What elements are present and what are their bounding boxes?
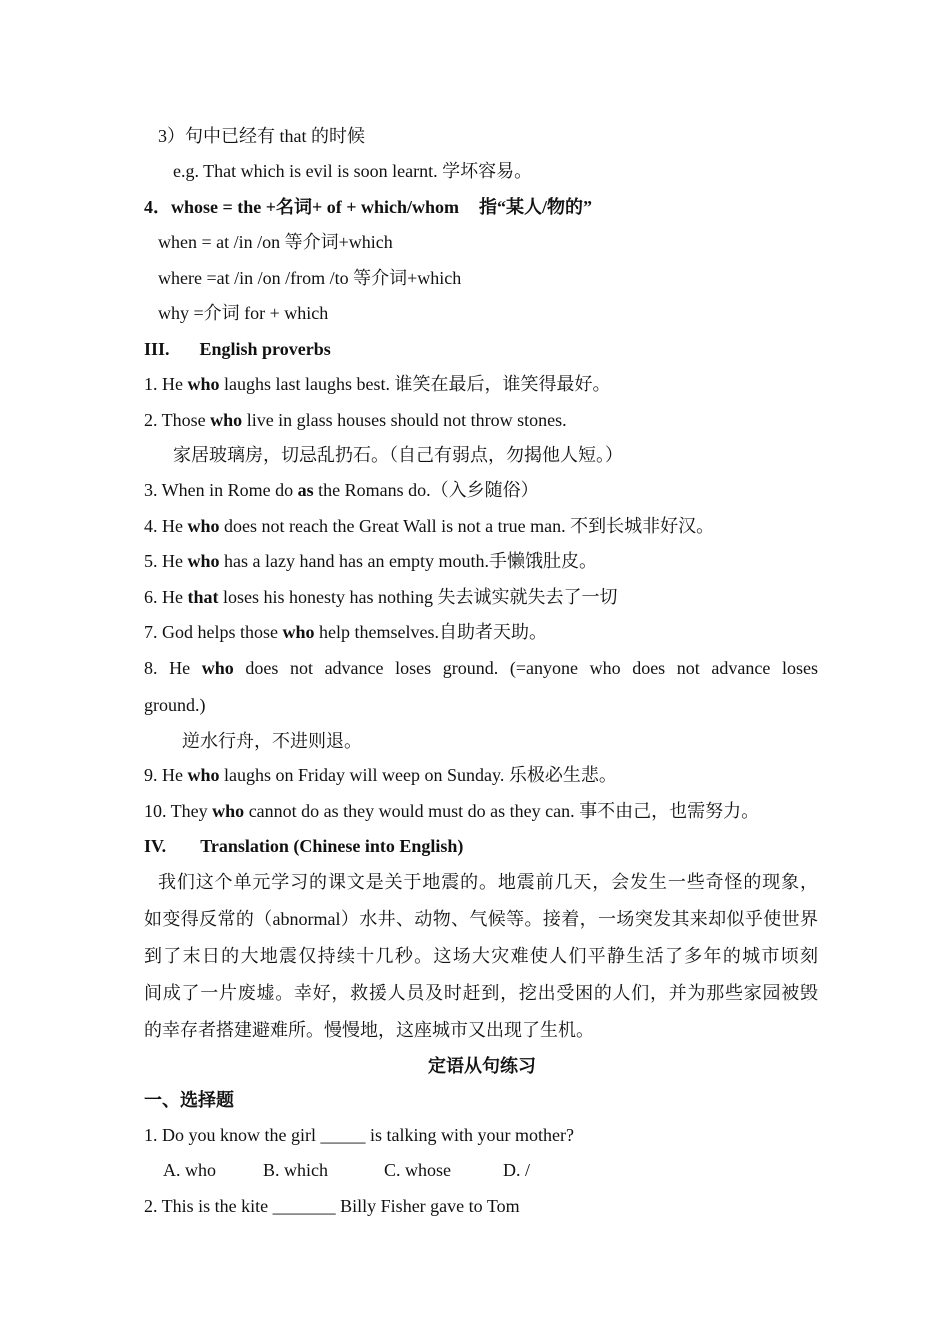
proverb-text: 9. He <box>144 765 188 785</box>
proverb-keyword: who <box>187 374 220 394</box>
question-1-option-d: D. / <box>503 1160 530 1180</box>
proverb-text: loses his honesty has nothing 失去诚实就失去了一切 <box>218 587 618 607</box>
proverb-8-translation: 逆水行舟，不进则退。 <box>182 731 362 751</box>
proverb-text: laughs last laughs best. 谁笑在最后，谁笑得最好。 <box>219 374 611 394</box>
proverb-text: 2. Those <box>144 410 211 430</box>
proverb-text: 4. He <box>144 516 188 536</box>
translation-line-1: 我们这个单元学习的课文是关于地震的。地震前几天，会发生一些奇怪的现象， <box>158 872 818 892</box>
proverb-3 <box>144 478 539 502</box>
item-4-meaning: 指“某人/物的” <box>479 197 593 217</box>
exercise-section-heading: 一、选择题 <box>144 1090 234 1110</box>
note-3-example: e.g. That which is evil is soon learnt. 学坏容易。 <box>173 161 533 181</box>
translation-line-3: 到了末日的大地震仅持续十几秒。这场大灾难使人们平静生活了多年的城市顷刻 <box>144 946 818 966</box>
proverb-text: 10. They <box>144 801 213 821</box>
proverb-2 <box>144 408 567 432</box>
proverb-text: 1. He <box>144 374 188 394</box>
proverb-text: live in glass houses should not throw stones. <box>242 410 567 430</box>
proverb-10 <box>144 799 759 823</box>
proverb-4 <box>144 514 714 538</box>
question-1-option-a: A. who <box>163 1160 216 1180</box>
proverb-1 <box>144 372 611 396</box>
translation-line-2: 如变得反常的（abnormal）水井、动物、气候等。接着，一场突发其来却似乎使世界 <box>144 909 818 929</box>
item-4-formula: whose = the +名词+ of + which/whom <box>171 197 460 217</box>
proverb-text: does not advance loses ground. (=anyone who does not advance loses <box>233 658 818 678</box>
question-2: 2. This is the kite _______ Billy Fisher gave to Tom <box>144 1196 520 1216</box>
translation-line-4: 间成了一片废墟。幸好，救援人员及时赶到，挖出受困的人们，并为那些家园被毁 <box>144 983 818 1003</box>
exercise-title: 定语从句练习 <box>428 1056 536 1076</box>
proverb-keyword: who <box>201 658 234 678</box>
question-1: 1. Do you know the girl _____ is talking with your mother? <box>144 1125 574 1145</box>
item-4-why: why =介词 for + which <box>158 303 329 323</box>
section-iii-number: III. <box>144 339 170 359</box>
proverb-keyword: who <box>187 551 220 571</box>
proverb-text: does not reach the Great Wall is not a true man. 不到长城非好汉。 <box>219 516 715 536</box>
section-iii-title: English proverbs <box>199 339 331 359</box>
proverb-8 <box>144 656 818 680</box>
section-iv-heading <box>144 834 463 858</box>
proverb-5 <box>144 549 597 573</box>
proverb-keyword: as <box>297 480 314 500</box>
proverb-keyword: who <box>210 410 243 430</box>
proverb-2-translation: 家居玻璃房，切忌乱扔石。（自己有弱点，勿揭他人短。） <box>173 445 623 465</box>
proverb-keyword: that <box>187 587 219 607</box>
proverb-keyword: who <box>212 801 245 821</box>
proverb-text: 8. He <box>144 658 202 678</box>
proverb-keyword: who <box>187 516 220 536</box>
proverb-text: 3. When in Rome do <box>144 480 298 500</box>
proverb-text: 5. He <box>144 551 188 571</box>
proverb-text: cannot do as they would must do as they can. 事不由己，也需努力。 <box>244 801 760 821</box>
proverb-text: 6. He <box>144 587 188 607</box>
proverb-7 <box>144 620 547 644</box>
proverb-keyword: who <box>187 765 220 785</box>
proverb-text: has a lazy hand has an empty mouth.手懒饿肚皮。 <box>219 551 597 571</box>
proverb-9 <box>144 763 617 787</box>
item-4-number: 4． <box>144 197 171 217</box>
item-4-where: where =at /in /on /from /to 等介词+which <box>158 268 462 288</box>
section-iii-heading <box>144 337 331 361</box>
proverb-6 <box>144 585 618 609</box>
proverb-text: 7. God helps those <box>144 622 283 642</box>
item-4-heading <box>144 195 592 219</box>
question-1-option-c: C. whose <box>384 1160 451 1180</box>
item-4-when: when = at /in /on 等介词+which <box>158 232 393 252</box>
note-3: 3）句中已经有 that 的时候 <box>158 126 365 146</box>
question-1-option-b: B. which <box>263 1160 328 1180</box>
proverb-text: help themselves.自助者天助。 <box>314 622 547 642</box>
proverb-text: laughs on Friday will weep on Sunday. 乐极必生悲。 <box>219 765 617 785</box>
proverb-text: the Romans do.（入乡随俗） <box>313 480 539 500</box>
translation-line-5: 的幸存者搭建避难所。慢慢地，这座城市又出现了生机。 <box>144 1020 594 1040</box>
proverb-8-continued: ground.) <box>144 695 206 715</box>
proverb-keyword: who <box>282 622 315 642</box>
section-iv-number: IV. <box>144 836 167 856</box>
section-iv-title: Translation (Chinese into English) <box>200 836 464 856</box>
